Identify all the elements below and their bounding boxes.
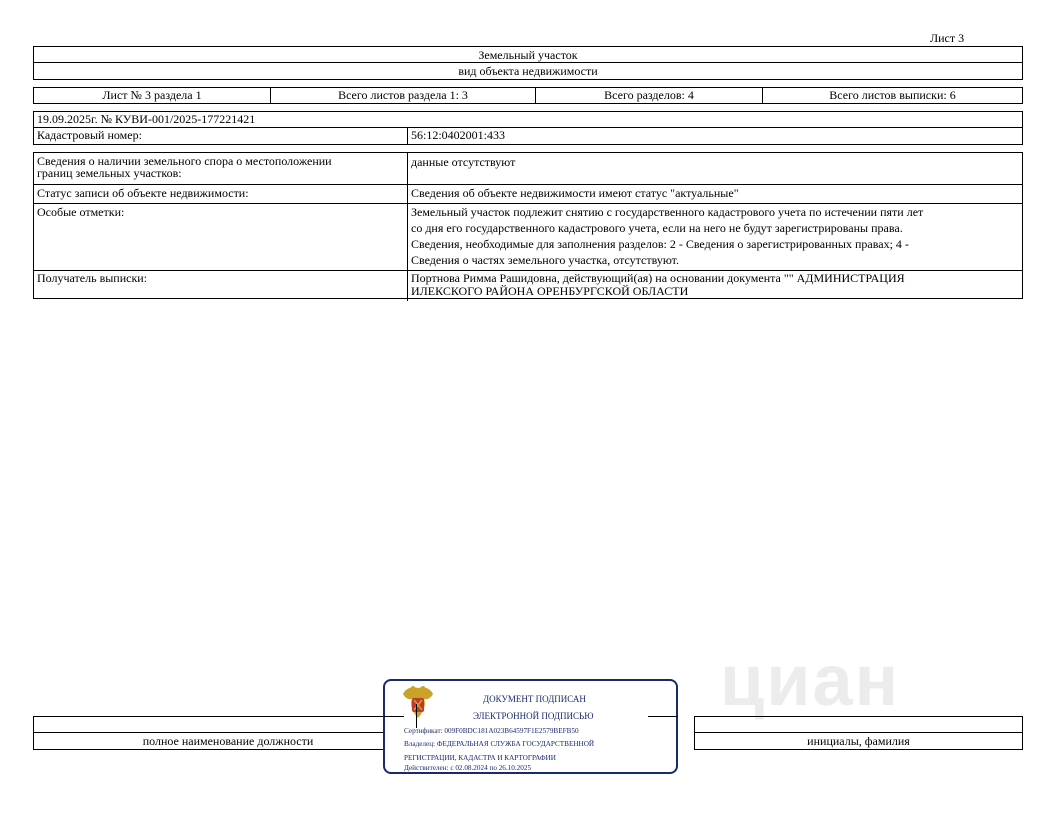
dispute-label-line: Сведения о наличии земельного спора о местоположении — [37, 154, 332, 168]
object-header — [33, 46, 1023, 80]
stamp-certificate: Сертификат: 009F0BDC181A023B64597F1E2579BEFB50 — [404, 727, 579, 735]
recipient-line: ИЛЕКСКОГО РАЙОНА ОРЕНБУРГСКОЙ ОБЛАСТИ — [411, 284, 689, 298]
notes-line: Сведения о частях земельного участка, отсутствуют. — [411, 253, 680, 267]
status-row — [34, 185, 1022, 204]
coat-of-arms-icon — [400, 684, 436, 722]
position-label: полное наименование должности — [142, 734, 314, 748]
dispute-label-line: границ земельных участков: — [37, 166, 182, 180]
notes-line: со дня его государственного кадастрового учета, если на него не будут зарегистрированы права. — [411, 221, 903, 235]
sheet-of-section: Лист № 3 раздела 1 — [102, 88, 202, 102]
object-subtitle: вид объекта недвижимости — [458, 64, 598, 78]
status-label: Статус записи об объекте недвижимости: — [37, 186, 249, 200]
e-signature-stamp — [383, 679, 678, 774]
stamp-owner-1: Владелец: ФЕДЕРАЛЬНАЯ СЛУЖБА ГОСУДАРСТВЕННОЙ — [404, 740, 595, 748]
name-label: инициалы, фамилия — [807, 734, 910, 748]
cadastral-number: 56:12:0402001:433 — [407, 128, 1022, 144]
section-sheets-total: Всего листов раздела 1: 3 — [270, 88, 535, 103]
record-date-number: 19.09.2025г. № КУВИ-001/2025-177221421 — [34, 112, 1022, 128]
stamp-validity: Действителен: с 02.08.2024 по 26.10.2025 — [404, 764, 532, 772]
dispute-row — [34, 153, 1022, 185]
stamp-line-2: ЭЛЕКТРОННОЙ ПОДПИСЬЮ — [473, 711, 594, 721]
sheet-number: Лист 3 — [930, 31, 965, 45]
cadastral-label: Кадастровый номер: — [37, 128, 142, 142]
object-title: Земельный участок — [34, 47, 1022, 63]
record-box — [33, 111, 1023, 145]
dispute-value: данные отсутствуют — [407, 153, 1022, 184]
notes-row — [34, 204, 1022, 271]
stamp-owner-2: РЕГИСТРАЦИИ, КАДАСТРА И КАРТОГРАФИИ — [404, 754, 556, 762]
notes-label: Особые отметки: — [37, 205, 125, 219]
stamp-tick — [416, 704, 417, 728]
sections-total: Всего разделов: 4 — [535, 88, 762, 103]
notes-line: Сведения, необходимые для заполнения разделов: 2 - Сведения о зарегистрированных правах; 4 - — [411, 237, 909, 251]
watermark: циан — [720, 641, 901, 721]
stamp-connector-left — [384, 716, 404, 717]
notes-line: Земельный участок подлежит снятию с государственного кадастрового учета по истечении пяти лет — [411, 205, 924, 219]
stamp-connector-right — [648, 716, 678, 717]
stamp-line-1: ДОКУМЕНТ ПОДПИСАН — [483, 694, 586, 704]
status-value: Сведения об объекте недвижимости имеют статус "актуальные" — [407, 185, 1022, 203]
recipient-line: Портнова Римма Рашидовна, действующий(ая) на основании документа "" АДМИНИСТРАЦИЯ — [411, 271, 905, 285]
extract-sheets-total: Всего листов выписки: 6 — [762, 88, 1022, 103]
recipient-label: Получатель выписки: — [37, 271, 148, 285]
sheet-info-row — [33, 87, 1023, 104]
recipient-row — [34, 271, 1022, 301]
details-table — [33, 152, 1023, 299]
